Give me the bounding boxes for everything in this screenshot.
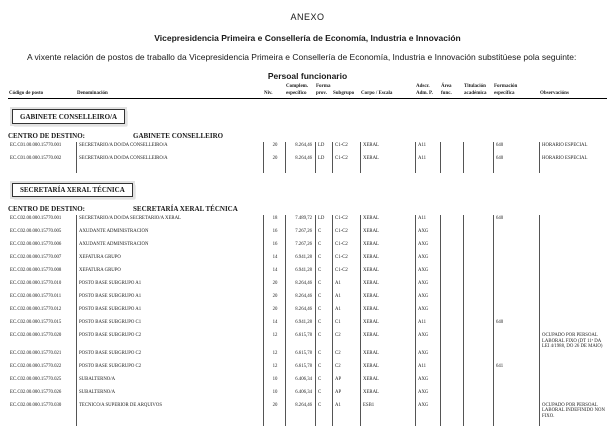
cell-complemento-especifico: 6.615,78 [285,363,315,376]
cell-codigo: EC.C02.00.000.15770.010 [10,281,62,286]
cell-formacion-especifica [493,376,539,389]
cell-corpo-escala: XERAL [360,280,415,293]
cell-complemento-especifico: 6.941,28 [285,267,315,280]
cell-adscricion: AXG [415,254,440,267]
cell-complemento-especifico: 6.941,28 [285,319,315,332]
cell-subgrupo: C1-C2 [332,215,360,228]
column-header-bottom-line: académica [464,90,487,96]
cell-formacion-especifica [493,241,539,254]
cell-formacion-especifica [493,332,539,350]
section-box-title: GABINETE CONSELLEIRO/A [12,109,125,124]
cell-subgrupo: A1 [332,306,360,319]
centro-label: CENTRO DE DESTINO: [8,131,86,140]
cell-observacions [539,363,607,376]
cell-nivel: 20 [263,293,285,306]
cell-forma-provision: C [315,306,332,319]
cell-adscricion: AXG [415,293,440,306]
column-header [263,91,285,98]
column-header [539,91,607,98]
cell-observacions: OCUPADO POR PERSOAL LABORAL FIXO (DT 11ª DA LEI 4/1988, DO 26 DE MAIO) [539,332,607,350]
cell-corpo-escala: XERAL [360,293,415,306]
cell-forma-provision: C [315,254,332,267]
cell-codigo: EC.C02.00.000.15770.015 [10,320,62,325]
cell-denominacion: POSTO BASE SUBGRUPO C1 [76,319,263,332]
table-row [8,241,607,254]
cell-denominacion: POSTO BASE SUBGRUPO C2 [76,332,263,350]
cell-subgrupo: AP [332,376,360,389]
cell-area-funcional [440,267,463,280]
cell-subgrupo: A1 [332,402,360,420]
cell-formacion-especifica [493,254,539,267]
cell-complemento-especifico: 8.264,46 [285,280,315,293]
column-header [360,91,415,98]
cell-adscricion: AXG [415,376,440,389]
document-page [0,0,615,81]
cell-subgrupo: C1-C2 [332,254,360,267]
cell-adscricion: AXG [415,267,440,280]
cell-titulacion [463,241,493,254]
cell-subgrupo: AP [332,389,360,402]
cell-denominacion: TÉCNICO/A SUPERIOR DE ARQUIVOS [76,402,263,420]
table-row [8,254,607,267]
cell-denominacion: AXUDANTE ADMINISTRACIÓN [76,241,263,254]
cell-complemento-especifico: 7.489,72 [285,215,315,228]
cell-corpo-escala: XERAL [360,319,415,332]
cell-adscricion: AXG [415,402,440,420]
column-header-bottom-line: Denominación [77,90,108,96]
table-subtitle: Persoal funcionario [267,71,348,81]
cell-titulacion [463,332,493,350]
cell-corpo-escala: XERAL [360,254,415,267]
cell-forma-provision: C [315,280,332,293]
cell-observacions [539,306,607,319]
column-header-bottom-line: Adm. P. [416,90,433,96]
column-header [440,84,463,97]
cell-complemento-especifico: 6.615,78 [285,332,315,350]
cell-nivel: 12 [263,332,285,350]
cell-subgrupo: C1 [332,319,360,332]
cell-corpo-escala: XERAL [360,155,415,168]
cell-titulacion [463,155,493,168]
cell-denominacion: SECRETARIO/A DO/DA CONSELLEIRO/A [76,142,263,155]
cell-adscricion: A11 [415,142,440,155]
column-header-bottom-line: específico [286,90,307,96]
cell-titulacion [463,228,493,241]
column-header-bottom-line: Código de posto [9,90,44,96]
table-row [8,402,607,420]
cell-area-funcional [440,389,463,402]
cell-nivel: 16 [263,228,285,241]
cell-codigo: EC.C01.00.000.15770.001 [10,142,62,148]
cell-titulacion [463,215,493,228]
cell-area-funcional [440,280,463,293]
cell-codigo: EC.C02.00.000.15770.021 [10,350,62,356]
anexo-heading: ANEXO [290,12,325,22]
cell-nivel: 20 [263,155,285,168]
cell-area-funcional [440,402,463,420]
cell-codigo: EC.C02.00.000.15770.030 [10,402,62,408]
section-secretaria-xeral-tecnica [8,173,607,427]
column-header-top-line: Formación [494,84,518,89]
cell-area-funcional [440,254,463,267]
cell-formacion-especifica: 640 [493,142,539,155]
column-header [8,91,76,98]
cell-observacions [539,280,607,293]
cell-complemento-especifico: 7.267,26 [285,228,315,241]
table-row [8,293,607,306]
cell-nivel: 14 [263,267,285,280]
section-box-title: SECRETARÍA XERAL TÉCNICA [12,183,133,198]
cell-area-funcional [440,228,463,241]
cell-corpo-escala: XERAL [360,332,415,350]
cell-formacion-especifica [493,280,539,293]
cell-forma-provision: C [315,363,332,376]
cell-observacions: HORARIO ESPECIAL [539,155,607,168]
cell-denominacion: SECRETARIO/A DO/DA CONSELLEIRO/A [76,155,263,168]
cell-complemento-especifico: 6.406,34 [285,389,315,402]
cell-adscricion: A11 [415,215,440,228]
cell-complemento-especifico: 6.941,28 [285,254,315,267]
cell-denominacion: POSTO BASE SUBGRUPO A1 [76,293,263,306]
cell-subgrupo: C1-C2 [332,155,360,168]
cell-observacions [539,319,607,332]
cell-subgrupo: C1-C2 [332,142,360,155]
cell-area-funcional [440,142,463,155]
cell-codigo: EC.C02.00.000.15770.005 [10,229,62,234]
cell-subgrupo: A1 [332,293,360,306]
cell-subgrupo: C2 [332,350,360,363]
cell-formacion-especifica [493,228,539,241]
cell-denominacion: POSTO BASE SUBGRUPO A1 [76,306,263,319]
cell-forma-provision: C [315,228,332,241]
cell-nivel: 10 [263,389,285,402]
cell-forma-provision: LD [315,155,332,168]
table-row [8,319,607,332]
cell-area-funcional [440,306,463,319]
cell-formacion-especifica [493,389,539,402]
cell-adscricion: A11 [415,155,440,168]
cell-formacion-especifica: 641 [493,363,539,376]
column-header [315,84,332,97]
table-row [8,267,607,280]
cell-nivel: 10 [263,376,285,389]
cell-corpo-escala: XERAL [360,215,415,228]
column-header [493,84,539,97]
centro-value: SECRETARÍA XERAL TÉCNICA [133,205,238,213]
centro-de-destino-line [8,132,607,140]
document-title: Vicepresidencia Primeira e Consellería de Economía, Industria e Innovación [154,33,461,43]
cell-adscricion: AXG [415,306,440,319]
table-row [8,389,607,402]
cell-forma-provision: C [315,241,332,254]
column-header-bottom-line: Subgrupo [333,90,355,96]
cell-nivel: 14 [263,254,285,267]
cell-codigo: EC.C02.00.000.15770.022 [10,363,62,369]
table-row [8,332,607,350]
cell-titulacion [463,280,493,293]
cell-codigo: EC.C02.00.000.15770.026 [10,389,62,395]
cell-titulacion [463,306,493,319]
cell-titulacion [463,363,493,376]
cell-denominacion: XEFATURA GRUPO [76,254,263,267]
section-rows [8,142,607,168]
cell-observacions: OCUPADO POR PERSOAL LABORAL INDEFINIDO NON FIXO. [539,402,607,420]
table-spacer-row [8,419,607,426]
table-row [8,350,607,363]
cell-observacions [539,376,607,389]
cell-adscricion: AXG [415,350,440,363]
cell-adscricion: AXG [415,241,440,254]
cell-complemento-especifico: 8.264,46 [285,155,315,168]
cell-corpo-escala: XERAL [360,228,415,241]
column-header [463,84,493,97]
cell-area-funcional [440,215,463,228]
cell-denominacion: SUBALTERNO/A [76,376,263,389]
table-row [8,376,607,389]
cell-denominacion: SUBALTERNO/A [76,389,263,402]
column-header-top-line: Adscr. [416,84,430,89]
cell-area-funcional [440,363,463,376]
cell-denominacion: POSTO BASE SUBGRUPO C2 [76,363,263,376]
cell-observacions [539,241,607,254]
cell-formacion-especifica: 640 [493,155,539,168]
column-header-bottom-line: Corpo / Escala [361,90,393,96]
cell-subgrupo: C2 [332,332,360,350]
cell-corpo-escala: XERAL [360,363,415,376]
cell-nivel: 14 [263,319,285,332]
cell-nivel: 12 [263,350,285,363]
cell-area-funcional [440,241,463,254]
cell-observacions [539,293,607,306]
cell-observacions [539,389,607,402]
cell-codigo: EC.C02.00.000.15770.007 [10,255,62,260]
cell-forma-provision: C [315,350,332,363]
cell-codigo: EC.C02.00.000.15770.012 [10,307,62,312]
cell-area-funcional [440,155,463,168]
cell-subgrupo: C1-C2 [332,241,360,254]
cell-corpo-escala: XERAL [360,267,415,280]
cell-formacion-especifica [493,306,539,319]
cell-titulacion [463,389,493,402]
cell-codigo: EC.C02.00.000.15770.011 [10,294,62,299]
cell-titulacion [463,293,493,306]
column-header-top-line: Forma [316,84,331,89]
table-header-row [8,84,607,99]
cell-adscricion: AXG [415,389,440,402]
centro-de-destino-line [8,205,607,213]
cell-corpo-escala: XERAL [360,350,415,363]
table-row [8,280,607,293]
cell-forma-provision: LD [315,142,332,155]
cell-corpo-escala: XERAL [360,306,415,319]
column-header [415,84,440,97]
cell-corpo-escala: ESB1 [360,402,415,420]
cell-area-funcional [440,319,463,332]
cell-nivel: 20 [263,402,285,420]
cell-complemento-especifico: 6.615,78 [285,350,315,363]
table-row [8,215,607,228]
column-header-bottom-line: prov. [316,90,327,96]
cell-area-funcional [440,350,463,363]
cell-corpo-escala: XERAL [360,241,415,254]
table-spacer-row [8,168,607,173]
column-header-top-line: Área [441,84,452,89]
cell-observacions [539,215,607,228]
column-header-top-line: Titulación [464,84,486,89]
cell-titulacion [463,402,493,420]
cell-forma-provision: C [315,293,332,306]
table-row [8,228,607,241]
cell-area-funcional [440,293,463,306]
cell-subgrupo: A1 [332,280,360,293]
cell-nivel: 20 [263,280,285,293]
cell-subgrupo: C1-C2 [332,267,360,280]
cell-forma-provision: C [315,389,332,402]
cell-denominacion: SECRETARIO/A DO/DA SECRETARIO/A XERAL [76,215,263,228]
cell-complemento-especifico: 6.406,34 [285,376,315,389]
cell-codigo: EC.C02.00.000.15770.006 [10,242,62,247]
cell-nivel: 20 [263,142,285,155]
cell-titulacion [463,142,493,155]
cell-titulacion [463,254,493,267]
cell-adscricion: AXG [415,280,440,293]
cell-forma-provision: C [315,332,332,350]
cell-subgrupo: C1-C2 [332,228,360,241]
column-header-bottom-line: específica [494,90,515,96]
cell-corpo-escala: XERAL [360,142,415,155]
cell-formacion-especifica: 640 [493,319,539,332]
intro-paragraph: A vixente relación de postos de traballo da Vicepresidencia Primeira e Consellería de Economía, Industria e Innovación substitúese pola seguinte: [27,52,577,62]
cell-codigo: EC.C02.00.000.15770.025 [10,376,62,382]
column-header [285,84,315,97]
cell-nivel: 16 [263,241,285,254]
cell-forma-provision: LD [315,215,332,228]
cell-complemento-especifico: 8.264,46 [285,142,315,155]
section-gabinete [8,99,607,173]
cell-formacion-especifica [493,350,539,363]
cell-complemento-especifico: 8.264,46 [285,402,315,420]
cell-formacion-especifica [493,267,539,280]
cell-titulacion [463,267,493,280]
column-header-bottom-line: func. [441,90,452,96]
cell-nivel: 20 [263,306,285,319]
cell-subgrupo: C2 [332,363,360,376]
cell-complemento-especifico: 8.264,46 [285,293,315,306]
cell-corpo-escala: XERAL [360,376,415,389]
cell-area-funcional [440,332,463,350]
cell-observacions [539,350,607,363]
cell-complemento-especifico: 8.264,46 [285,306,315,319]
cell-titulacion [463,376,493,389]
cell-nivel: 18 [263,215,285,228]
cell-formacion-especifica [493,293,539,306]
cell-adscricion: A11 [415,319,440,332]
centro-value: GABINETE CONSELLEIRO [133,131,224,140]
centro-label: CENTRO DE DESTINO: [8,205,86,213]
cell-codigo: EC.C02.00.000.15770.001 [10,216,62,221]
cell-complemento-especifico: 7.267,26 [285,241,315,254]
section-rows [8,215,607,419]
column-header [76,91,263,98]
column-header [332,91,360,98]
cell-adscricion: AXG [415,332,440,350]
cell-observacions [539,254,607,267]
table-row [8,142,607,155]
cell-area-funcional [440,376,463,389]
cell-forma-provision: C [315,267,332,280]
cell-titulacion [463,319,493,332]
cell-denominacion: AXUDANTE ADMINISTRACIÓN [76,228,263,241]
cell-observacions [539,228,607,241]
column-header-bottom-line: Niv. [264,90,273,96]
table-row [8,363,607,376]
table-row [8,155,607,168]
cell-denominacion: POSTO BASE SUBGRUPO A1 [76,280,263,293]
cell-denominacion: XEFATURA GRUPO [76,267,263,280]
cell-codigo: EC.C01.00.000.15770.002 [10,155,62,161]
cell-titulacion [463,350,493,363]
cell-forma-provision: C [315,319,332,332]
cell-adscricion: AXG [415,228,440,241]
rpt-table [8,84,607,426]
cell-forma-provision: C [315,376,332,389]
cell-observacions [539,267,607,280]
table-row [8,306,607,319]
cell-corpo-escala: XERAL [360,389,415,402]
column-header-top-line: Complem. [286,84,309,89]
cell-forma-provision: C [315,402,332,420]
cell-codigo: EC.C02.00.000.15770.020 [10,333,62,338]
cell-formacion-especifica: 640 [493,215,539,228]
cell-adscricion: A11 [415,363,440,376]
cell-codigo: EC.C02.00.000.15770.008 [10,268,62,273]
cell-observacions: HORARIO ESPECIAL [539,142,607,155]
cell-denominacion: POSTO BASE SUBGRUPO C2 [76,350,263,363]
cell-formacion-especifica [493,402,539,420]
column-header-bottom-line: Observacións [540,90,569,96]
cell-nivel: 12 [263,363,285,376]
